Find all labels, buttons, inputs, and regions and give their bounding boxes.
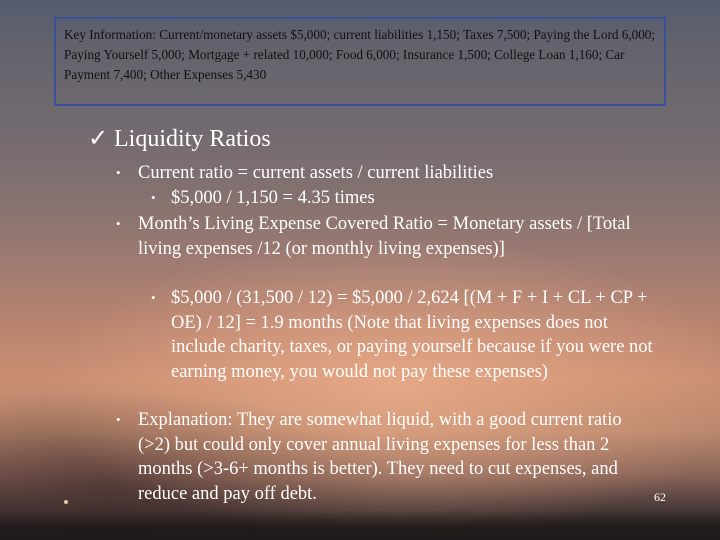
bullet-icon: •	[116, 165, 121, 180]
slide-number: 62	[654, 490, 666, 504]
list-item-explanation: Explanation: They are somewhat liquid, with a good current ratio (>2) but could only cover annual living expenses for less than 2 months (>3-6+ months is better). They need to cut expenses, and reduce and pay off debt.	[138, 410, 622, 504]
key-information-box	[54, 17, 666, 106]
section-heading-text: Liquidity Ratios	[114, 126, 271, 152]
list-item-current-ratio: Current ratio = current assets / current liabilities	[138, 163, 494, 183]
list-item-current-ratio-calc: $5,000 / 1,150 = 4.35 times	[171, 188, 375, 208]
key-information-text: Key Information: Current/monetary assets $5,000; current liabilities 1,150; Taxes 7,500; Paying the Lord 6,000; Paying Yourself 5,000; Mortgage + related 10,000; Food 6,000; Insurance 1,500; College Loan 1,160; Car Payment 7,400; Other Expenses 5,430	[64, 27, 656, 82]
bullet-icon: •	[116, 216, 121, 231]
section-heading	[88, 124, 271, 154]
checkmark-icon: ✓	[88, 126, 109, 152]
bullet-icon: •	[151, 190, 156, 205]
bullet-icon: •	[151, 290, 156, 305]
decorative-dot	[64, 500, 68, 504]
horizon-silhouette	[0, 510, 720, 540]
bullet-icon: •	[116, 412, 121, 427]
list-item-living-expense-calc: $5,000 / (31,500 / 12) = $5,000 / 2,624 [(M + F + I + CL + CP + OE) / 12] = 1.9 months (Note that living expenses does not include charity, taxes, or paying yourself because if you were not earning money, you would not pay these expenses)	[171, 288, 653, 382]
list-item-living-expense-ratio: Month’s Living Expense Covered Ratio = Monetary assets / [Total living expenses /12 (or monthly living expenses)]	[138, 214, 631, 259]
